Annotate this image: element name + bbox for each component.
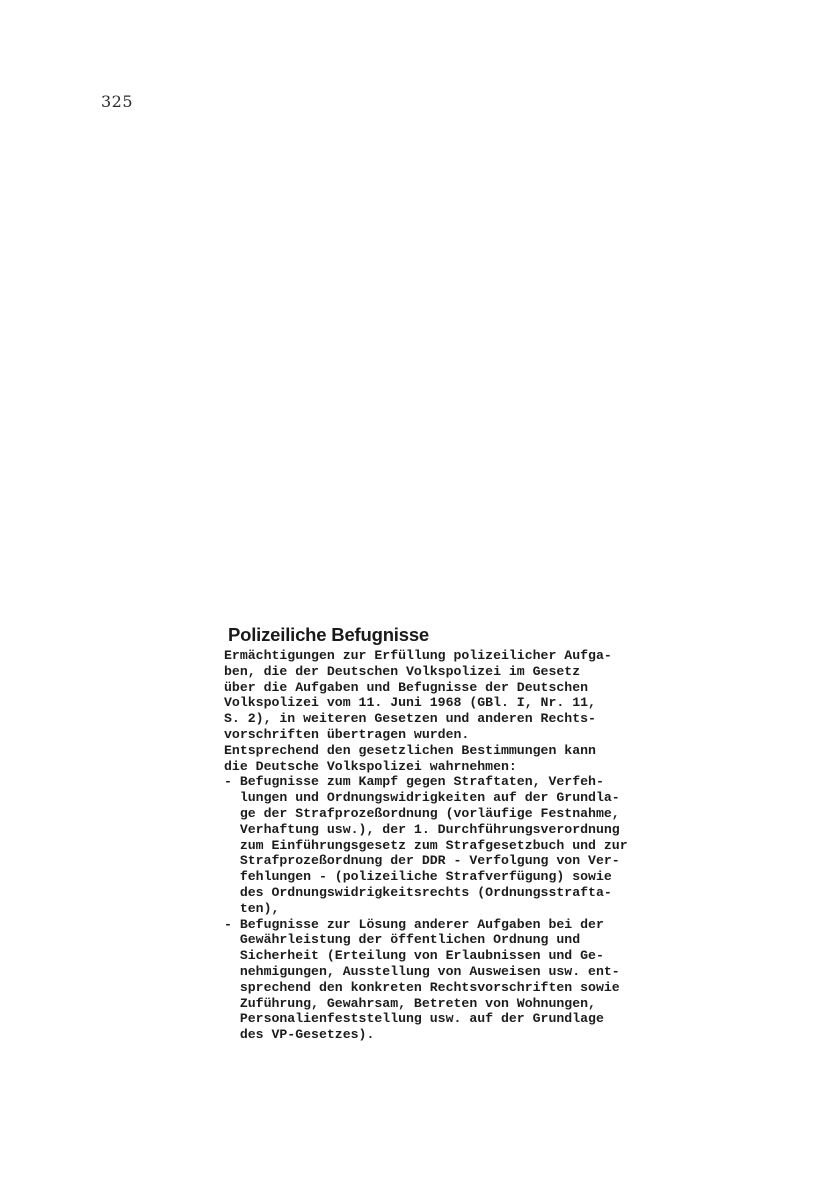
body-line: die Deutsche Volkspolizei wahrnehmen: <box>224 758 517 774</box>
list-item-line: ge der Strafprozeßordnung (vorläufige Festnahme, <box>224 805 620 821</box>
list-item-line: Zuführung, Gewahrsam, Betreten von Wohnungen, <box>224 995 596 1011</box>
body-line: vorschriften übertragen wurden. <box>224 726 470 742</box>
list-item-line: Sicherheit (Erteilung von Erlaubnissen und Ge- <box>224 948 604 964</box>
dictionary-entry <box>224 624 744 1043</box>
entry-body <box>224 648 744 1043</box>
list-item-line: fehlungen - (polizeiliche Strafverfügung) sowie <box>224 869 612 885</box>
list-item-line: Personalienfeststellung usw. auf der Grundlage <box>224 1011 604 1027</box>
body-line: Entsprechend den gesetzlichen Bestimmungen kann <box>224 742 596 758</box>
list-item-line: Strafprozeßordnung der DDR - Verfolgung von Ver- <box>224 853 620 869</box>
body-line: über die Aufgaben und Befugnisse der Deutschen <box>224 679 589 695</box>
body-line: ben, die der Deutschen Volkspolizei im Gesetz <box>224 663 581 679</box>
list-item-line: - Befugnisse zum Kampf gegen Straftaten, Verfeh- <box>224 774 604 790</box>
entry-title: Polizeiliche Befugnisse <box>228 624 430 645</box>
body-line: Volkspolizei vom 11. Juni 1968 (GBl. I, Nr. 11, <box>224 695 596 711</box>
list-item-line: Gewährleistung der öffentlichen Ordnung und <box>224 932 581 948</box>
list-item-line: - Befugnisse zur Lösung anderer Aufgaben bei der <box>224 916 604 932</box>
list-item-line: zum Einführungsgesetz zum Strafgesetzbuch und zur <box>224 837 628 853</box>
body-line: Ermächtigungen zur Erfüllung polizeilicher Aufga- <box>224 648 612 663</box>
list-item-line: nehmigungen, Ausstellung von Ausweisen usw. ent- <box>224 963 620 979</box>
body-line: S. 2), in weiteren Gesetzen und anderen Rechts- <box>224 711 596 727</box>
list-item-line: ten), <box>224 900 280 916</box>
page-number: 325 <box>101 92 134 111</box>
list-item-line: sprechend den konkreten Rechtsvorschriften sowie <box>224 979 620 995</box>
list-item-line: des Ordnungswidrigkeitsrechts (Ordnungsstrafta- <box>224 884 612 900</box>
list-item-line: des VP-Gesetzes). <box>224 1027 375 1043</box>
list-item-line: lungen und Ordnungswidrigkeiten auf der Grundla- <box>224 790 620 806</box>
list-item-line: Verhaftung usw.), der 1. Durchführungsverordnung <box>224 821 620 837</box>
